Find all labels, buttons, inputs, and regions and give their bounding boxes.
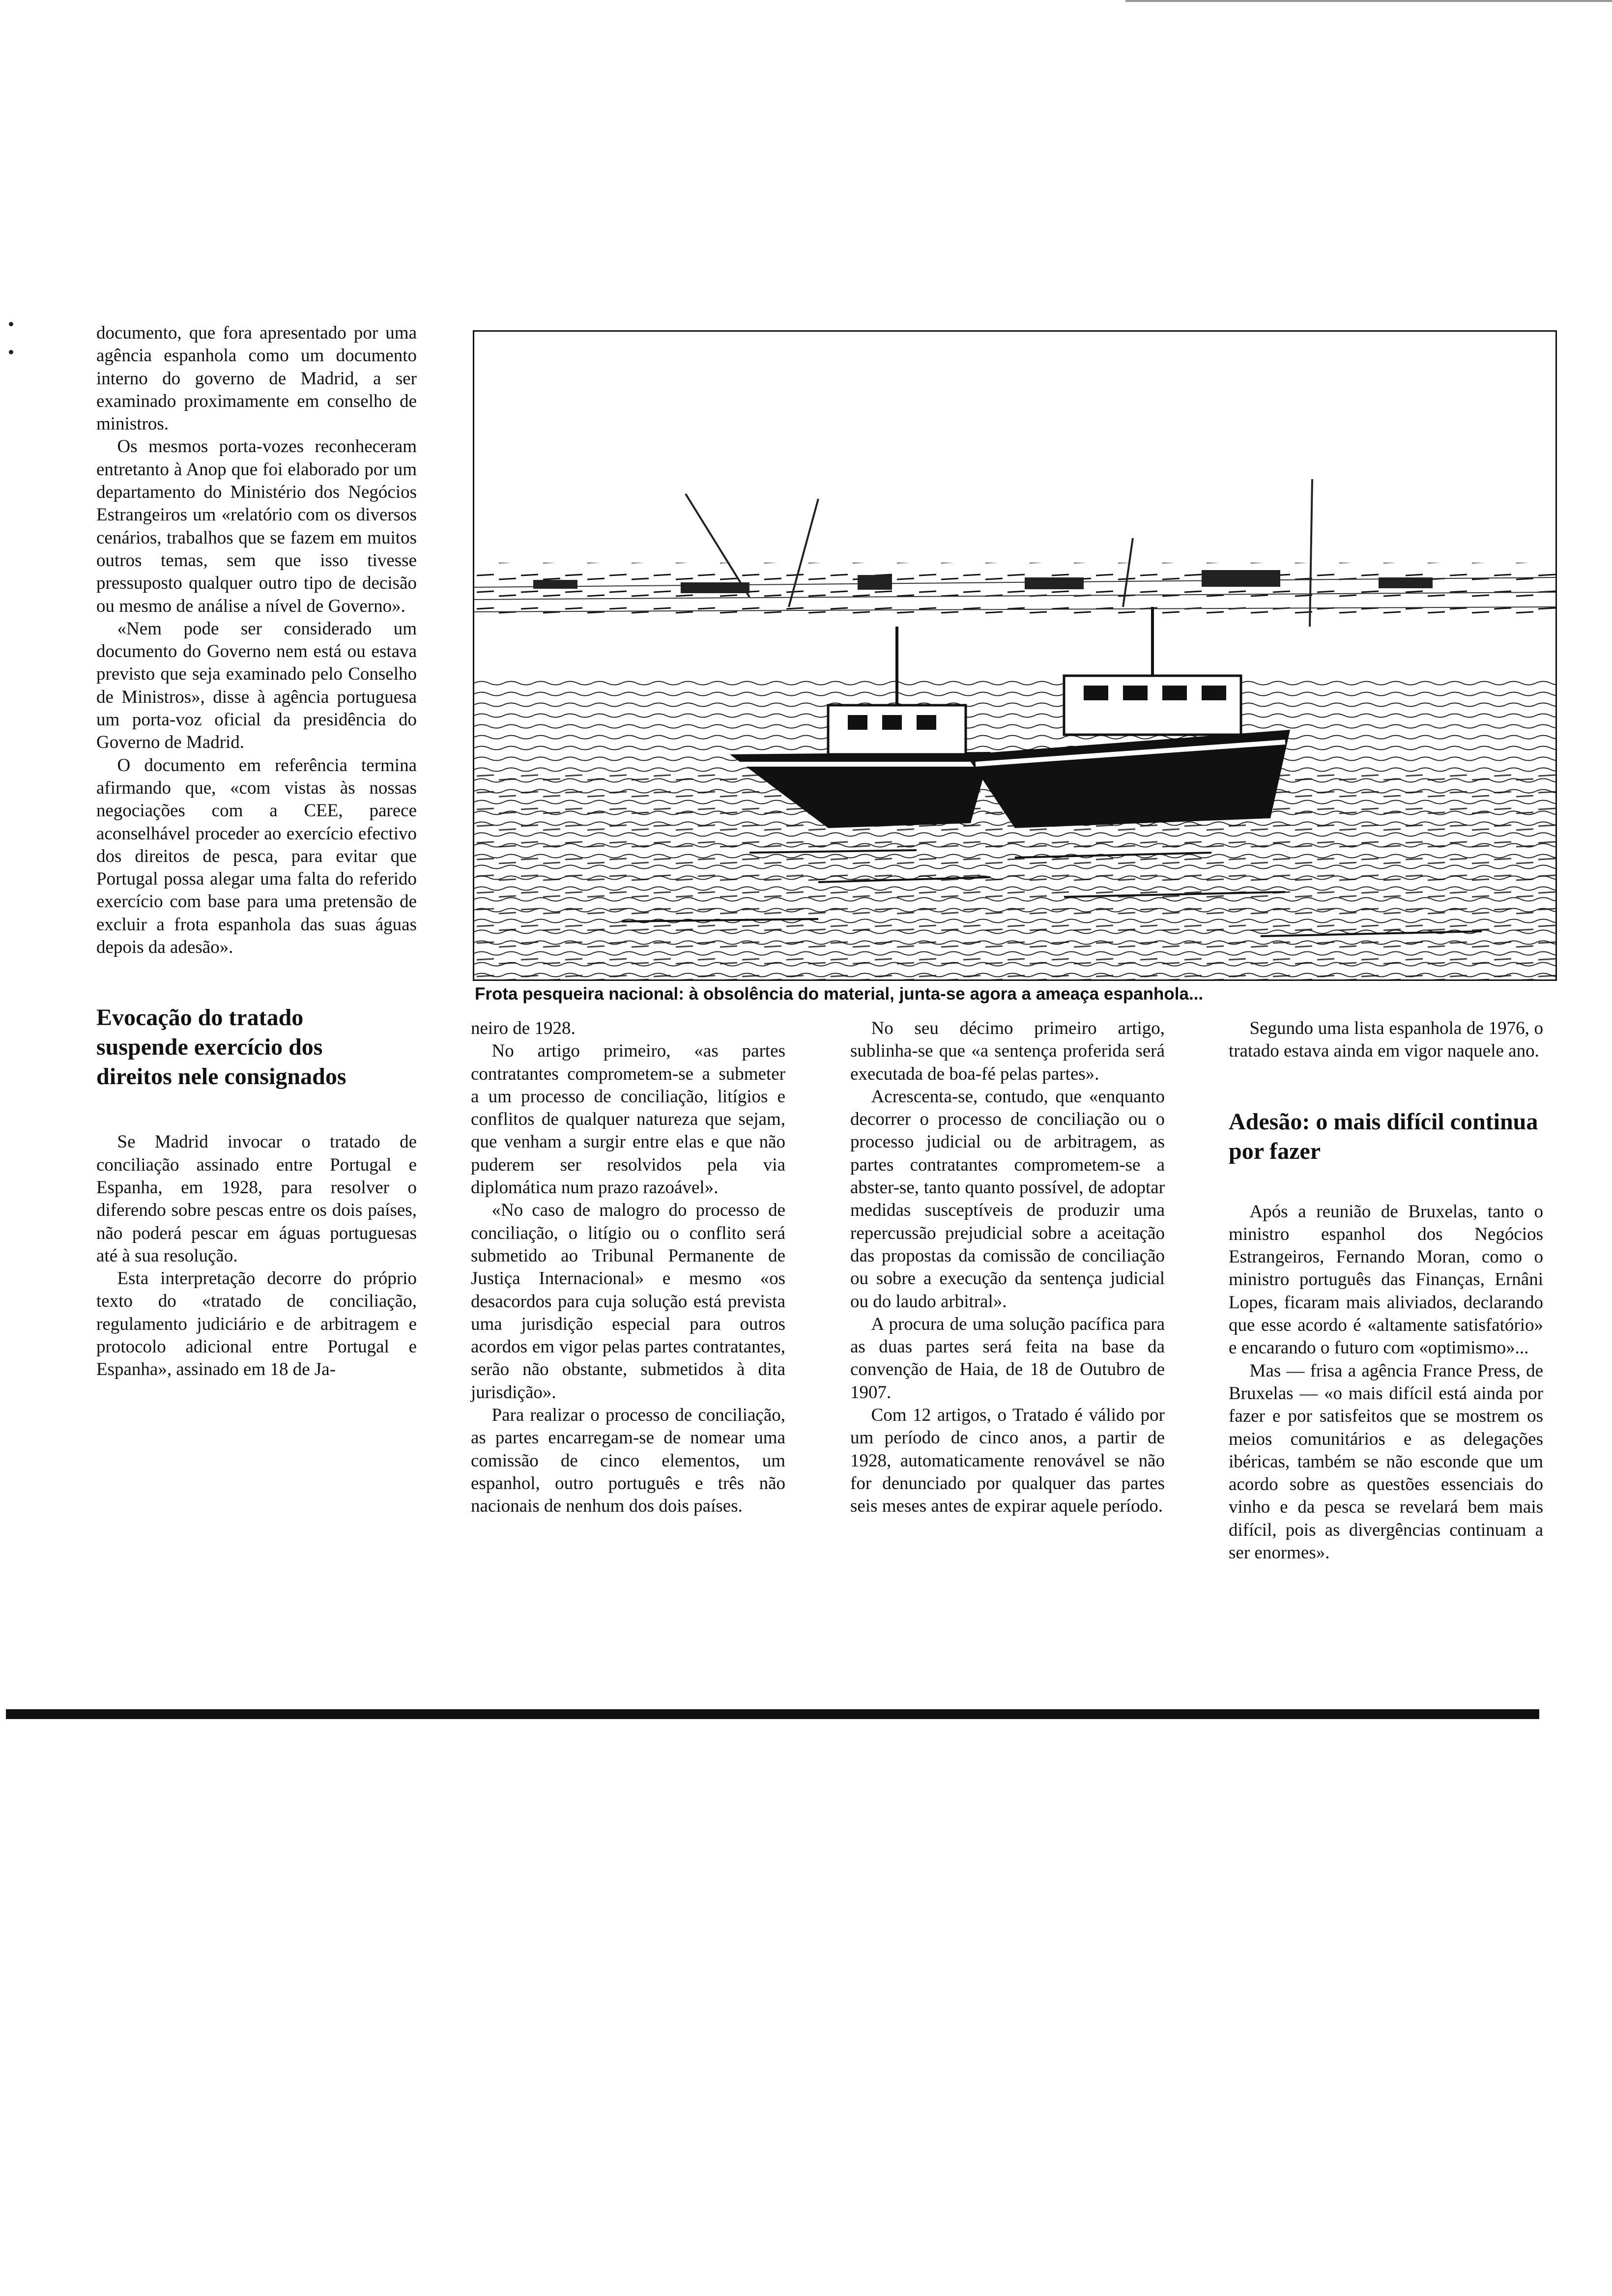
photo-fishing-boats	[473, 330, 1557, 981]
fishing-boats-illustration	[474, 332, 1555, 979]
paragraph: Acrescenta-se, contudo, que «enquanto decorrer o processo de conciliação ou o processo judicial ou de arbitragem, as partes contratantes comprometem-se a abster-se, tanto quanto possível, de adoptar medidas susceptíveis de produzir uma repercussão prejudicial sobre a aceitação das propostas da comissão de conciliação ou sobre a execução da sentença judicial ou do laudo arbitral».	[850, 1086, 1165, 1312]
margin-dot	[9, 322, 13, 326]
article-column-2	[471, 1017, 785, 1518]
paragraph: Após a reunião de Bruxelas, tanto o ministro espanhol dos Negócios Estrangeiros, Fernando Moran, como o ministro português das Finanças, Ernâni Lopes, ficaram mais aliviados, declarando que esse acordo é «altamente satisfatório» e encarando o futuro com «optimismo»...	[1229, 1201, 1543, 1358]
paragraph: No artigo primeiro, «as partes contratantes comprometem-se a submeter a um processo de conciliação, litígios e conflitos de qualquer natureza que sejam, que venham a surgir entre elas e que não puderem ser resolvidos pela via diplomática num prazo razoável».	[471, 1041, 785, 1198]
paragraph: Com 12 artigos, o Tratado é válido por um período de cinco anos, a partir de 1928, automaticamente renovável se não for denunciado por qualquer das partes seis meses antes de expirar aquele período.	[850, 1405, 1165, 1517]
paragraph: Mas — frisa a agência France Press, de Bruxelas — «o mais difícil está ainda por fazer e por satisfeitos que se mostrem os meios comunitários e as delegações ibéricas, também se não esconde que um acordo sobre as questões essenciais do vinho e da pesca se revelará bem mais difícil, pois as divergências continuam a ser enormes».	[1229, 1360, 1543, 1563]
paragraph: Segundo uma lista espanhola de 1976, o tratado estava ainda em vigor naquele ano.	[1229, 1018, 1543, 1062]
paragraph: documento, que fora apresentado por uma agência espanhola como um documento interno do governo de Madrid, a ser examinado proximamente em conselho de ministros.	[96, 323, 417, 434]
top-edge-line	[1125, 0, 1612, 2]
paragraph: A procura de uma solução pacífica para as duas partes será feita na base da convenção de Haia, de 18 de Outubro de 1907.	[850, 1314, 1165, 1403]
article-column-4	[1229, 1017, 1543, 1564]
paragraph: Se Madrid invocar o tratado de conciliação assinado entre Portugal e Espanha, em 1928, para resolver o diferendo sobre pescas entre os dois países, não poderá pescar em águas portuguesas até à sua resolução.	[96, 1132, 417, 1266]
paragraph: «Nem pode ser considerado um documento do Governo nem está ou estava previsto que seja examinado pelo Conselho de Ministros», disse à agência portuguesa um porta-voz oficial da presidência do Governo de Madrid.	[96, 618, 417, 753]
paragraph: No seu décimo primeiro artigo, sublinha-se que «a sentença proferida será executada de boa-fé pelas partes».	[850, 1018, 1165, 1084]
bottom-rule	[6, 1709, 1539, 1719]
article-column-3	[850, 1017, 1165, 1518]
article-column-1	[96, 322, 417, 1381]
paragraph: Os mesmos porta-vozes reconheceram entretanto à Anop que foi elaborado por um departamento do Ministério dos Negócios Estrangeiros um «relatório com os diversos cenários, trabalhos que se fazem em muitos outros temas, sem que isso tivesse pressuposto qualquer outro tipo de decisão ou mesmo de análise a nível de Governo».	[96, 436, 417, 616]
paragraph: Para realizar o processo de conciliação, as partes encarregam-se de nomear uma comissão de cinco elementos, um espanhol, outro português e três não nacionais de nenhum dos dois países.	[471, 1405, 785, 1517]
paragraph: Esta interpretação decorre do próprio texto do «tratado de conciliação, regulamento judiciário e de arbitragem e protocolo adicional entre Portugal e Espanha», assinado em 18 de Ja-	[96, 1268, 417, 1380]
margin-dot	[9, 350, 13, 354]
paragraph: «No caso de malogro do processo de conciliação, o litígio ou o conflito será submetido ao Tribunal Permanente de Justiça Internacional» e mesmo «os desacordos para cuja solução está prevista uma jurisdição especial para outros acordos em vigor pelas partes contratantes, serão não obstante, submetidos à dita jurisdição».	[471, 1200, 785, 1403]
section-headline: Adesão: o mais difícil continua por fazer	[1229, 1108, 1538, 1164]
photo-caption: Frota pesqueira nacional: à obsolência do material, junta-se agora a ameaça espanhola...	[475, 984, 1204, 1004]
paragraph: O documento em referência termina afirmando que, «com vistas às nossas negociações com a CEE, parece aconselhável proceder ao exercício efectivo dos direitos de pesca, para evitar que Portugal possa alegar uma falta do referido exercício com base para uma pretensão de excluir a frota espanhola das suas águas depois da adesão».	[96, 755, 417, 958]
paragraph: neiro de 1928.	[471, 1018, 576, 1038]
section-headline: Evocação do tratado suspende exercício dos direitos nele consignados	[96, 1004, 346, 1090]
